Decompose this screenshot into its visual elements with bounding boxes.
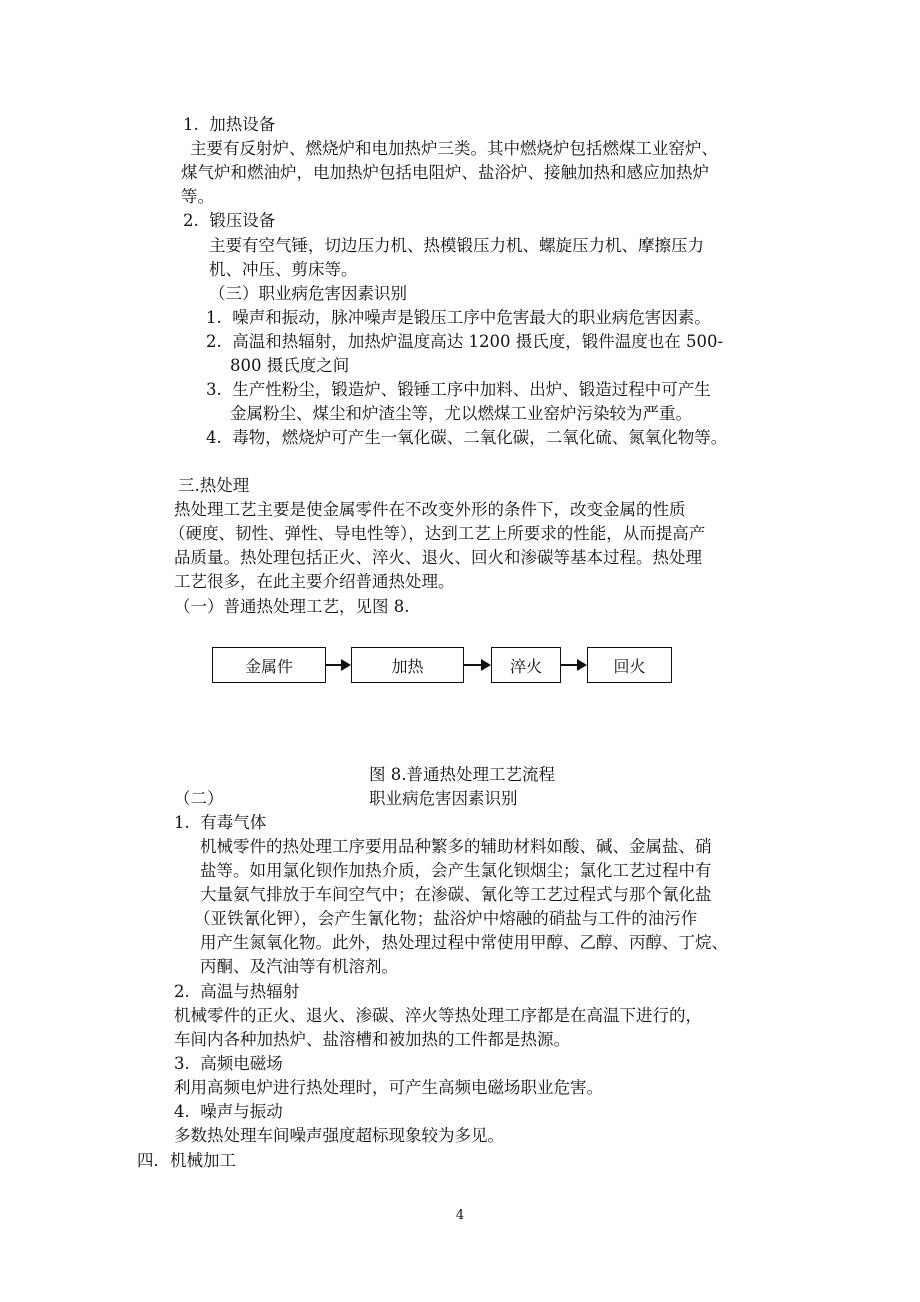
paragraph-line: 大量氨气排放于车间空气中；在渗碳、氰化等工艺过程式与那个氰化盐 <box>200 885 712 904</box>
list-item <box>206 330 723 354</box>
section-heading: 三.热处理 <box>178 476 250 495</box>
item-text: 噪声和振动，脉冲噪声是锻压工序中危害最大的职业病危害因素。 <box>232 308 711 327</box>
list-item <box>174 811 266 835</box>
item-text: 高温和热辐射，加热炉温度高达 1200 摄氏度，锻件温度也在 500- <box>232 332 724 351</box>
section-heading: （三）职业病危害因素识别 <box>209 284 407 303</box>
arrow-head-icon <box>481 659 491 671</box>
paragraph-line: 工艺很多，在此主要介绍普通热处理。 <box>174 572 455 591</box>
item-number: 4. <box>174 1102 190 1121</box>
subsection-heading: （一）普通热处理工艺，见图 8. <box>174 597 410 616</box>
paragraph-line: 主要有空气锤，切边压力机、热模锻压力机、螺旋压力机、摩擦压力 <box>209 236 704 255</box>
flow-box-quenching: 淬火 <box>491 647 561 683</box>
item-title: 高温与热辐射 <box>200 982 300 1001</box>
item-title: 锻压设备 <box>209 211 276 230</box>
paragraph-line: 盐等。如用氯化钡作加热介质，会产生氯化钡烟尘；氯化工艺过程中有 <box>200 861 712 880</box>
item-title: 噪声与振动 <box>200 1102 283 1121</box>
subsection-title: 职业病危害因素识别 <box>369 789 518 808</box>
paragraph-line: 主要有反射炉、燃烧炉和电加热炉三类。其中燃烧炉包括燃煤工业窑炉、 <box>190 139 718 158</box>
paragraph-line: （亚铁氰化钾），会产生氰化物；盐浴炉中熔融的硝盐与工件的油污作 <box>194 909 698 928</box>
flow-box-tempering: 回火 <box>587 647 672 683</box>
flow-box-metal-part: 金属件 <box>212 647 326 683</box>
paragraph-line: 丙酮、及汽油等有机溶剂。 <box>200 957 398 976</box>
item-number: 1. <box>206 308 222 327</box>
paragraph-line: 热处理工艺主要是使金属零件在不改变外形的条件下，改变金属的性质 <box>174 500 686 519</box>
item-title: 高频电磁场 <box>200 1054 283 1073</box>
arrow-head-icon <box>341 659 351 671</box>
paragraph-line: 煤气炉和燃油炉，电加热炉包括电阻炉、盐浴炉、接触加热和感应加热炉 <box>181 163 709 182</box>
item-number: 4. <box>206 428 222 447</box>
figure-caption: 图 8.普通热处理工艺流程 <box>369 765 555 784</box>
item-heating-equipment <box>183 113 275 137</box>
list-item <box>174 1100 283 1124</box>
paragraph-line: 金属粉尘、煤尘和炉渣尘等，尤以燃煤工业窑炉污染较为严重。 <box>230 404 692 423</box>
item-title: 有毒气体 <box>200 813 267 832</box>
item-number: 2. <box>174 982 190 1001</box>
item-number: 1. <box>174 813 190 832</box>
list-item <box>174 980 299 1004</box>
paragraph-line: 品质量。热处理包括正火、淬火、退火、回火和渗碳等基本过程。热处理 <box>174 548 702 567</box>
paragraph-line: 机械零件的热处理工序要用品种繁多的辅助材料如酸、碱、金属盐、硝 <box>200 837 712 856</box>
paragraph-line: 多数热处理车间噪声强度超标现象较为多见。 <box>174 1126 504 1145</box>
flow-box-heating: 加热 <box>351 647 464 683</box>
item-title: 加热设备 <box>209 115 276 134</box>
paragraph-line: 利用高频电炉进行热处理时，可产生高频电磁场职业危害。 <box>174 1078 603 1097</box>
item-number: 3. <box>206 380 222 399</box>
paragraph-line: 机械零件的正火、退火、渗碳、淬火等热处理工序都是在高温下进行的， <box>174 1006 702 1025</box>
flow-arrow <box>464 664 481 666</box>
list-item <box>206 306 711 330</box>
item-number: 2. <box>183 211 199 230</box>
paragraph-line: 800 摄氏度之间 <box>230 356 350 375</box>
paragraph-line: 用产生氮氧化物。此外，热处理过程中常使用甲醇、乙醇、丙醇、丁烷、 <box>200 933 728 952</box>
item-text: 毒物，燃烧炉可产生一氧化碳、二氧化碳，二氧化硫、氮氧化物等。 <box>232 428 728 447</box>
item-text: 生产性粉尘，锻造炉、锻锤工序中加料、出炉、锻造过程中可产生 <box>232 380 711 399</box>
flow-arrow <box>561 664 577 666</box>
paragraph-line: （硬度、韧性、弹性、导电性等），达到工艺上所要求的性能，从而提高产 <box>169 524 706 543</box>
item-number: 2. <box>206 332 222 351</box>
list-item <box>206 426 727 450</box>
item-number: 1. <box>183 115 199 134</box>
page-number: 4 <box>455 1208 465 1223</box>
paragraph-line: 等。 <box>181 187 214 206</box>
paragraph-line: 车间内各种加热炉、盐溶槽和被加热的工件都是热源。 <box>174 1030 570 1049</box>
subsection-prefix: （二） <box>174 789 224 808</box>
list-item <box>174 1052 283 1076</box>
paragraph-line: 机、冲压、剪床等。 <box>209 260 358 279</box>
flow-arrow <box>326 664 341 666</box>
item-number: 3. <box>174 1054 190 1073</box>
item-forging-equipment <box>183 209 275 233</box>
arrow-head-icon <box>577 659 587 671</box>
list-item <box>206 378 711 402</box>
section-heading: 四．机械加工 <box>137 1151 236 1170</box>
